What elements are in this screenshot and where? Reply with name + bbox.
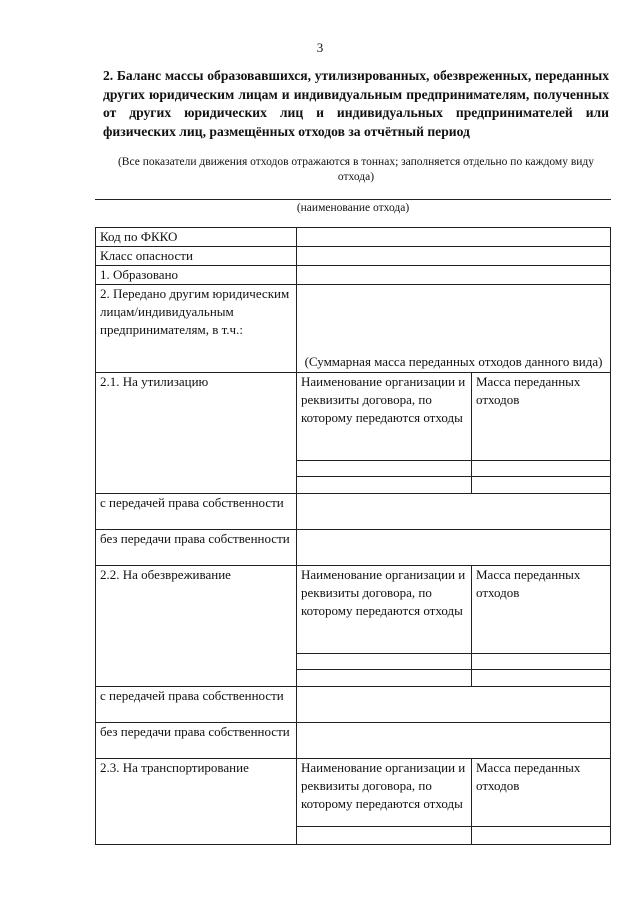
table-row: [96, 285, 611, 373]
utilization-org-header: Наименование организации и реквизиты договора, по которому передаются отходы: [297, 373, 472, 461]
table-row: [96, 494, 611, 530]
table-row: [96, 228, 611, 247]
units-note: (Все показатели движения отходов отражаются в тоннах; заполняется отдельно по каждому виду отхода): [117, 156, 595, 183]
utilization-mass-cell[interactable]: [472, 461, 611, 477]
table-row: [96, 759, 611, 827]
transferred-label: 2. Передано другим юридическим лицам/индивидуальным предпринимателям, в т.ч.:: [96, 285, 297, 373]
table-row: [96, 566, 611, 654]
utilization-org-cell[interactable]: [297, 477, 472, 494]
table-row: [96, 530, 611, 566]
table-row: [96, 687, 611, 723]
neutralization-org-cell[interactable]: [297, 670, 472, 687]
table-row: [96, 266, 611, 285]
transferred-summary-cell[interactable]: (Суммарная масса переданных отходов данного вида): [297, 285, 611, 373]
utilization-label: 2.1. На утилизацию: [96, 373, 297, 494]
fkko-code-label: Код по ФККО: [96, 228, 297, 247]
utilization-with-ownership-label: с передачей права собственности: [96, 494, 297, 530]
hazard-class-value[interactable]: [297, 247, 611, 266]
neutralization-label: 2.2. На обезвреживание: [96, 566, 297, 687]
neutralization-without-ownership-value[interactable]: [297, 723, 611, 759]
neutralization-org-cell[interactable]: [297, 654, 472, 670]
table-row: [96, 723, 611, 759]
hazard-class-label: Класс опасности: [96, 247, 297, 266]
neutralization-mass-header: Масса переданных отходов: [472, 566, 611, 654]
transportation-org-header: Наименование организации и реквизиты договора, по которому передаются отходы: [297, 759, 472, 827]
utilization-org-cell[interactable]: [297, 461, 472, 477]
neutralization-with-ownership-label: с передачей права собственности: [96, 687, 297, 723]
transportation-label: 2.3. На транспортирование: [96, 759, 297, 845]
utilization-mass-header: Масса переданных отходов: [472, 373, 611, 461]
utilization-with-ownership-value[interactable]: [297, 494, 611, 530]
transportation-mass-header: Масса переданных отходов: [472, 759, 611, 827]
fkko-code-value[interactable]: [297, 228, 611, 247]
formed-label: 1. Образовано: [96, 266, 297, 285]
utilization-without-ownership-value[interactable]: [297, 530, 611, 566]
formed-value[interactable]: [297, 266, 611, 285]
neutralization-org-header: Наименование организации и реквизиты договора, по которому передаются отходы: [297, 566, 472, 654]
transportation-org-cell[interactable]: [297, 827, 472, 845]
section-heading: 2. Баланс массы образовавшихся, утилизированных, обезвреженных, переданных других юридическим лицам и индивидуальным предпринимателям, полученных от других юридических лиц и индивидуальных предпринимателей или физических лиц, размещённых отходов за отчётный период: [103, 68, 609, 139]
page-number: 3: [316, 40, 324, 55]
waste-name-caption: (наименование отхода): [296, 202, 410, 214]
utilization-mass-cell[interactable]: [472, 477, 611, 494]
neutralization-mass-cell[interactable]: [472, 670, 611, 687]
waste-balance-table: [95, 227, 611, 845]
neutralization-mass-cell[interactable]: [472, 654, 611, 670]
neutralization-with-ownership-value[interactable]: [297, 687, 611, 723]
utilization-without-ownership-label: без передачи права собственности: [96, 530, 297, 566]
table-row: [96, 373, 611, 461]
transportation-mass-cell[interactable]: [472, 827, 611, 845]
neutralization-without-ownership-label: без передачи права собственности: [96, 723, 297, 759]
waste-name-line: [95, 199, 611, 200]
table-row: [96, 247, 611, 266]
